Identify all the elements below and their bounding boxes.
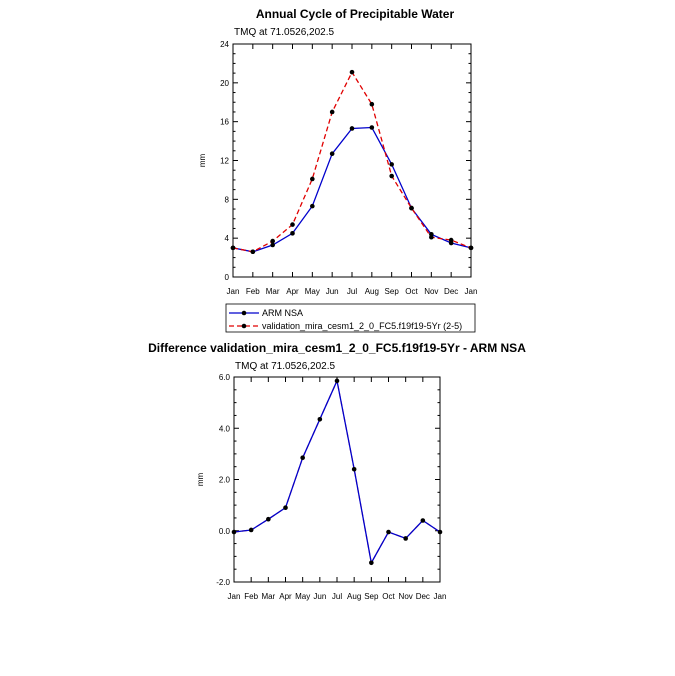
data-point [438,530,443,535]
data-point [310,177,315,182]
series-line-1 [233,128,471,252]
chart-title: Annual Cycle of Precipitable Water [255,7,455,21]
x-tick-label: Aug [364,287,379,296]
data-point [290,231,295,236]
x-tick-label: Jan [464,287,478,296]
chart-title: Difference validation_mira_cesm1_2_0_FC5.f19f19-5Yr - ARM NSA [148,341,526,355]
data-point [350,126,355,131]
data-point [266,517,271,522]
legend-label-1: ARM NSA [262,308,304,318]
data-point [389,174,394,179]
chart-subtitle: TMQ at 71.0526,202.5 [234,27,335,38]
x-tick-label: May [295,592,311,601]
chart-1 [198,7,477,332]
data-point [330,110,335,115]
y-tick-label: 0.0 [218,526,230,536]
legend-marker [242,324,247,329]
x-tick-label: Mar [261,592,276,601]
data-point [370,102,375,107]
x-tick-label: Mar [265,287,280,296]
data-point [352,467,357,472]
data-point [231,246,236,251]
data-point [350,70,355,75]
legend-marker [242,311,247,316]
x-tick-label: Apr [286,287,299,296]
x-tick-label: Oct [382,592,395,601]
plot-frame [233,44,471,277]
x-tick-label: Feb [245,287,260,296]
data-point [369,560,374,565]
x-tick-label: Nov [398,592,413,601]
x-tick-label: Jan [227,592,241,601]
data-point [249,528,254,533]
data-point [310,204,315,209]
x-tick-label: Jan [226,287,240,296]
x-tick-label: Nov [424,287,439,296]
data-point [251,249,256,254]
x-tick-label: Jul [331,592,343,601]
y-tick-label: 2.0 [218,475,230,485]
y-tick-label: 0 [224,273,229,282]
x-tick-label: Jan [433,592,447,601]
chart-subtitle: TMQ at 71.0526,202.5 [235,361,336,372]
x-tick-label: Jun [313,592,327,601]
data-point [370,125,375,130]
y-tick-label: 16 [220,117,229,127]
plot-frame [234,377,440,582]
data-point [290,222,295,227]
data-point [318,417,323,422]
y-axis-label: mm [198,153,207,168]
data-point [232,530,237,535]
data-point [330,151,335,156]
data-point [300,455,305,460]
data-point [429,235,434,240]
data-point [469,246,474,251]
data-point [283,505,288,510]
x-tick-label: Oct [405,287,418,296]
chart-2 [148,341,526,601]
series-line-2 [233,72,471,252]
legend [226,304,475,332]
y-tick-label: 24 [220,40,229,49]
x-tick-label: May [304,287,320,296]
x-tick-label: Jun [325,287,339,296]
y-tick-label: 8 [224,195,229,205]
x-tick-label: Dec [415,592,430,601]
data-point [386,530,391,535]
y-tick-label: 12 [220,156,229,166]
y-tick-label: 6.0 [218,373,230,382]
x-tick-label: Apr [279,592,292,601]
x-tick-label: Aug [347,592,362,601]
y-tick-label: 4.0 [218,424,230,434]
data-point [335,379,340,384]
legend-label-2: validation_mira_cesm1_2_0_FC5.f19f19-5Yr (2-5) [262,321,463,331]
y-tick-label: 20 [220,78,229,88]
x-tick-label: Sep [384,287,399,296]
x-tick-label: Dec [444,287,459,296]
data-point [421,518,426,523]
x-tick-label: Feb [244,592,259,601]
y-tick-label: -2.0 [216,578,230,587]
x-tick-label: Jul [346,287,358,296]
data-point [270,239,275,244]
y-tick-label: 4 [224,234,229,244]
x-tick-label: Sep [364,592,379,601]
data-point [389,162,394,167]
series-line-1 [234,381,440,563]
data-point [403,536,408,541]
data-point [409,206,414,211]
y-axis-label: mm [196,472,205,487]
data-point [449,238,454,243]
